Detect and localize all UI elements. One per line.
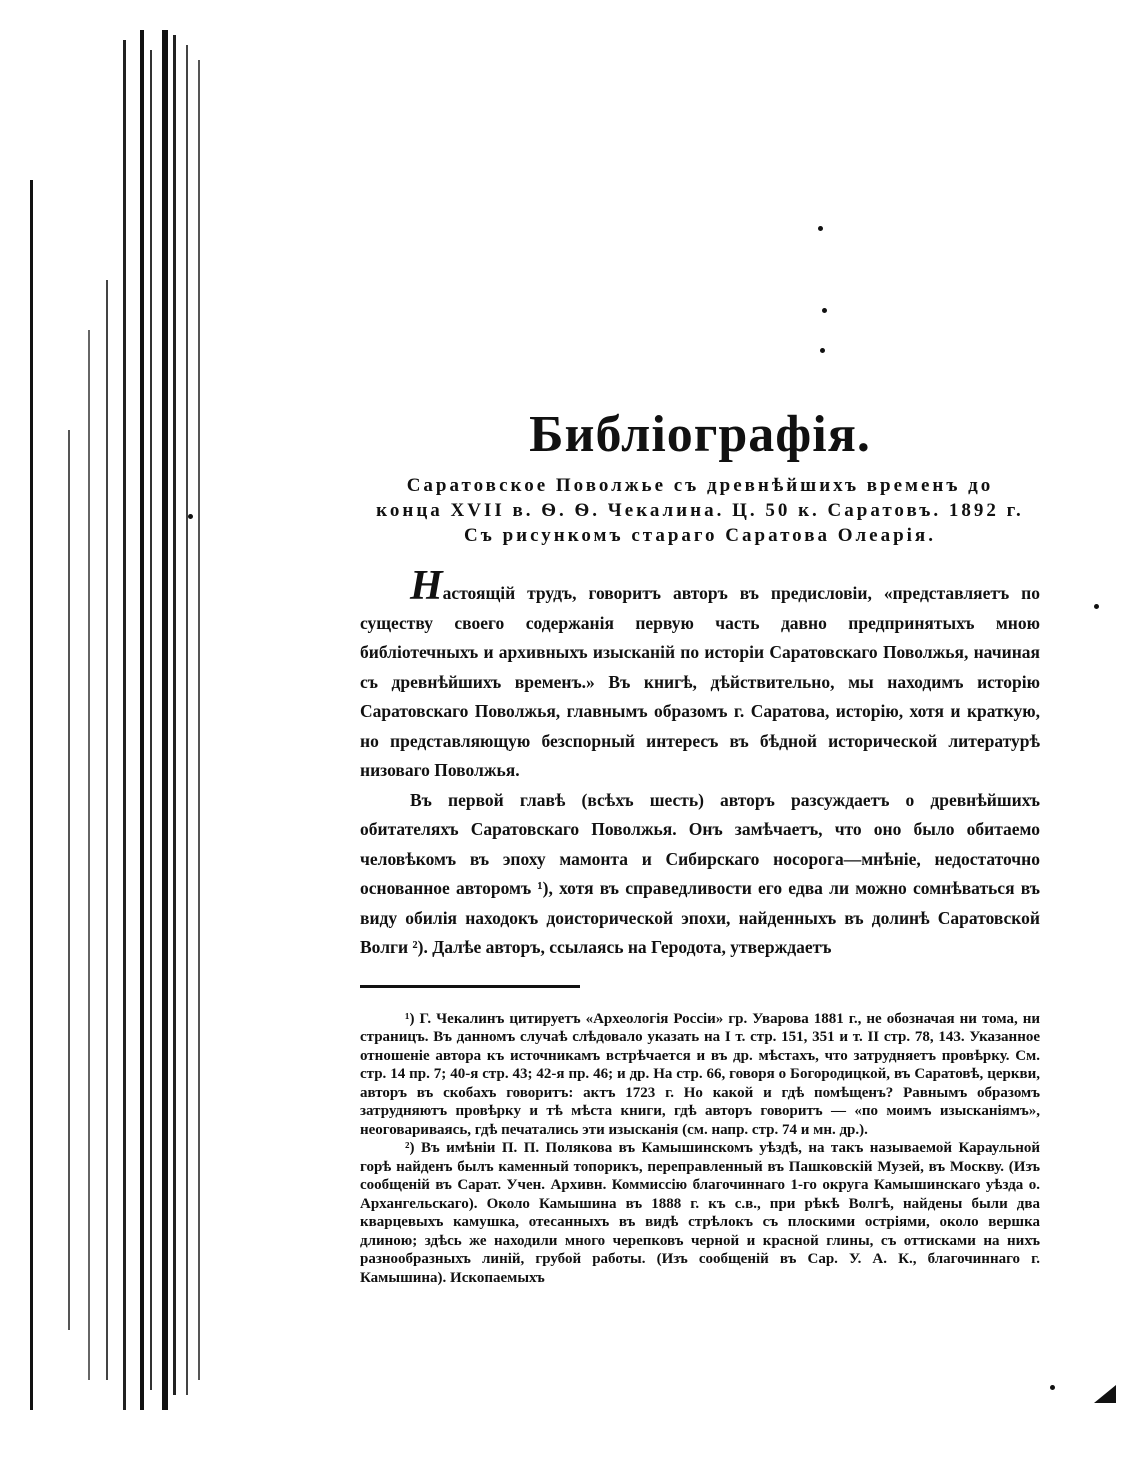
book-reference: [360, 473, 1040, 548]
footnote: [360, 1010, 1040, 1140]
page-corner-mark: [1094, 1385, 1116, 1403]
footnote-mark: ¹): [405, 1010, 415, 1027]
binding-edge-scan: [28, 30, 218, 1410]
document-page: [360, 405, 1040, 1287]
footnote-text: Г. Чекалинъ цитируетъ «Археологія Россіи» гр. Уварова 1881 г., не обозначая ни тома, ни страницъ. Въ данномъ случаѣ слѣдовало указать на I т. стр. 151, 351 и т. II стр. 78, 143. Указанное отношеніе автора къ источникамъ встрѣчается и въ др. мѣстахъ, что затрудняетъ провѣрку. См. стр. 14 пр. 7; 40-я стр. 43; 42-я пр. 46; и др. На стр. 66, говоря о Богородицкой, въ Саратовѣ, церкви, авторъ въ скобахъ говоритъ: актъ 1723 г. Но какой и гдѣ помѣщенъ? Равнымъ образомъ затрудняютъ провѣрку и тѣ мѣста книги, гдѣ авторъ говоритъ — «по моимъ изысканіямъ», неоговариваясь, гдѣ печатались эти изысканія (см. напр. стр. 74 и мн. др.).: [360, 1010, 1041, 1138]
paragraph: [360, 563, 1040, 786]
drop-cap: Н: [410, 563, 443, 609]
footnote-divider: [360, 985, 580, 988]
footnote-mark: ²): [405, 1140, 415, 1156]
footnote-text: Въ имѣніи П. П. Полякова въ Камышинскомъ уѣздѣ, на такъ называемой Караульной горѣ найденъ былъ каменный топорикъ, переправленный въ Пашковскій Музей, въ Москву. (Изъ сообщеній въ Сарат. Учен. Архивн. Коммиссію благочиннаго 1-го округа Камышинскаго уѣзда о. Архангельскаго). Около Камышина въ 1888 г. къ с.в., при рѣкѣ Волгѣ, найдены были два кварцевыхъ камушка, отесанныхъ въ видѣ стрѣлокъ съ плоскими остріями, около вершка длиною; здѣсь же находили много черепковъ черной и красной глины, съ оттисками на нихъ разнообразныхъ линій, грубой работы. (Изъ сообщеній въ Сар. У. А. К., благочиннаго г. Камышина). Ископаемыхъ: [360, 1140, 1040, 1286]
paragraph: [360, 786, 1040, 963]
page-title: Библіографія.: [529, 406, 871, 463]
footnote: [360, 1139, 1040, 1287]
paragraph-text: астоящій трудъ, говоритъ авторъ въ предисловіи, «представляетъ по существу своего содержанія первую часть давно предпринятыхъ мною библіотечныхъ и архивныхъ изысканій по исторіи Саратовскаго Поволжья, начиная съ древнѣйшихъ временъ.» Въ книгѣ, дѣйствительно, мы находимъ исторію Саратовскаго Поволжья, главнымъ образомъ г. Саратова, исторію, хотя и краткую, но представляющую безспорный интересъ въ бѣдной исторической литературѣ низоваго Поволжья.: [360, 583, 1040, 780]
footnotes: [360, 1010, 1040, 1288]
article-body: [360, 563, 1040, 963]
paragraph-text: Въ первой главѣ (всѣхъ шесть) авторъ разсуждаетъ о древнѣйшихъ обитателяхъ Саратовскаго Поволжья. Онъ замѣчаетъ, что оно было обитаемо человѣкомъ въ эпоху мамонта и Сибирскаго носорога—мнѣніе, недостаточно основанное авторомъ ¹), хотя въ справедливости его едва ли можно сомнѣваться въ виду обилія находокъ доисторической эпохи, найденныхъ въ долинѣ Саратовской Волги ²). Далѣе авторъ, ссылаясь на Геродота, утверждаетъ: [360, 789, 1040, 957]
book-reference-line: конца XVII в. Ѳ. Ѳ. Чекалина. Ц. 50 к. Саратовъ. 1892 г.: [376, 500, 1024, 521]
book-reference-line: Саратовское Поволжье съ древнѣйшихъ временъ до: [406, 475, 994, 496]
book-reference-line: Съ рисункомъ стараго Саратова Олеарія.: [464, 525, 936, 546]
